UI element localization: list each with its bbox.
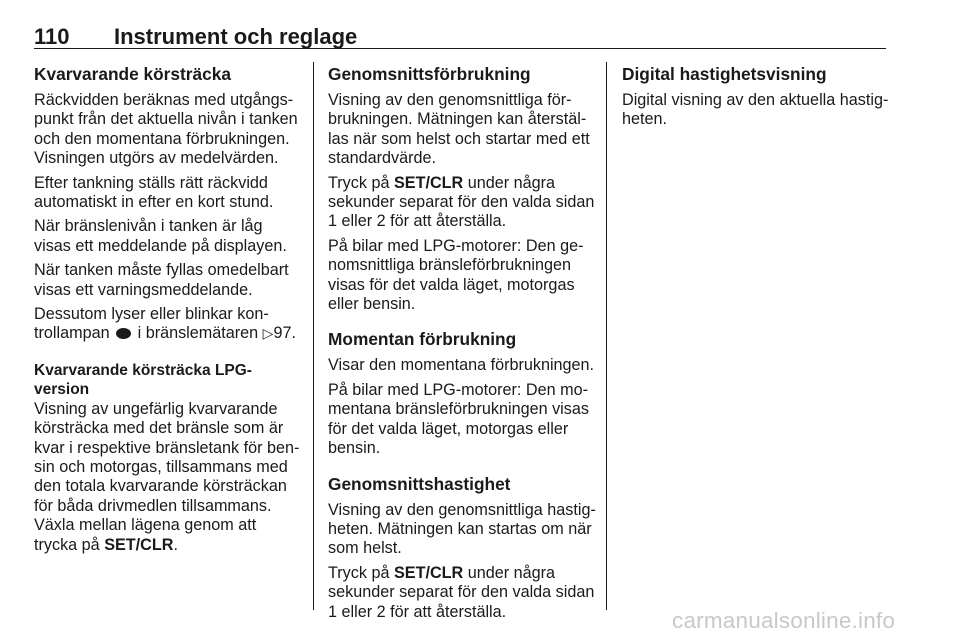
- paragraph-text: Visning av ungefärlig kvarvarande körsträcka med det bränsle som är kvar i respektive bränsletank för ben-sin och motorgas, tillsammans med den totala kvarvarande körsträckan för båda drivmedlen tillsammans. Växla mellan lägena genom att trycka på: [34, 399, 300, 554]
- section-heading: Digital hastighetsvisning: [622, 64, 827, 84]
- paragraph: Visning av den genomsnittliga för-brukningen. Mätningen kan återstäl-las när som helst och startar med ett standardvärde.: [328, 91, 590, 168]
- button-name: SET/CLR: [104, 535, 174, 554]
- page-title: Instrument och reglage: [114, 24, 358, 49]
- paragraph: När bränslenivån i tanken är låg visas ett meddelande på displayen.: [34, 217, 287, 255]
- paragraph: På bilar med LPG-motorer: Den mo-mentana bränsleförbrukningen visas för det valda läget, motorgas eller bensin.: [328, 380, 589, 458]
- warning-lamp-icon: [116, 328, 131, 339]
- paragraph: [34, 305, 302, 344]
- button-name: SET/CLR: [393, 563, 464, 582]
- paragraph: Visar den momentana förbrukningen.: [328, 356, 595, 375]
- sub-heading: Kvarvarande körsträcka LPG-version: [34, 361, 252, 399]
- paragraph-text: Dessutom lyser eller blinkar kon-trollampan: [34, 305, 269, 343]
- button-name: SET/CLR: [393, 173, 464, 192]
- paragraph: Tryck på SET/CLR under några sekunder separat för den valda sidan 1 eller 2 för att återställa.: [328, 173, 595, 231]
- paragraph: Visning av den genomsnittliga hastig-heten. Mätningen kan startas om när som helst.: [328, 500, 596, 558]
- paragraph: Visning av ungefärlig kvarvarande körsträcka med det bränsle som är kvar i respektive bränsletank för ben-sin och motorgas, tillsammans med den totala kvarvarande körsträckan för båda drivmedlen tillsammans. Växla mellan lägena genom att trycka på SET/CLR.: [34, 399, 300, 554]
- paragraph: Tryck på SET/CLR under några sekunder separat för den valda sidan 1 eller 2 för att återställa.: [328, 563, 595, 621]
- column-divider: [313, 62, 314, 610]
- watermark: carmanualsonline.info: [672, 608, 896, 633]
- section-heading: Kvarvarande körsträcka: [34, 64, 231, 84]
- page-reference-icon: ▷: [262, 325, 274, 342]
- page-reference[interactable]: 97.: [273, 324, 296, 343]
- paragraph: Räckvidden beräknas med utgångs-punkt från det aktuella nivån i tanken och den momentana förbrukningen. Visningen utgörs av medelvärden.: [34, 91, 298, 168]
- column-divider: [606, 62, 607, 610]
- section-heading: Genomsnittsförbrukning: [328, 64, 531, 84]
- paragraph: När tanken måste fyllas omedelbart visas ett varningsmeddelande.: [34, 261, 289, 299]
- paragraph-text: i bränslemätaren: [137, 324, 259, 343]
- column-right: [622, 63, 890, 135]
- paragraph: Efter tankning ställs rätt räckvidd automatiskt in efter en kort stund.: [34, 173, 274, 212]
- page-number: 110: [34, 24, 70, 49]
- section-heading: Genomsnittshastighet: [328, 473, 511, 494]
- paragraph: Digital visning av den aktuella hastig-heten.: [622, 91, 889, 129]
- page-header: [34, 14, 886, 49]
- column-middle: [328, 63, 596, 627]
- column-left: [34, 63, 302, 560]
- paragraph: På bilar med LPG-motorer: Den ge-nomsnittliga bränsleförbrukningen visas för det valda läget, motorgas eller bensin.: [328, 236, 584, 314]
- section-heading: Momentan förbrukning: [328, 329, 517, 350]
